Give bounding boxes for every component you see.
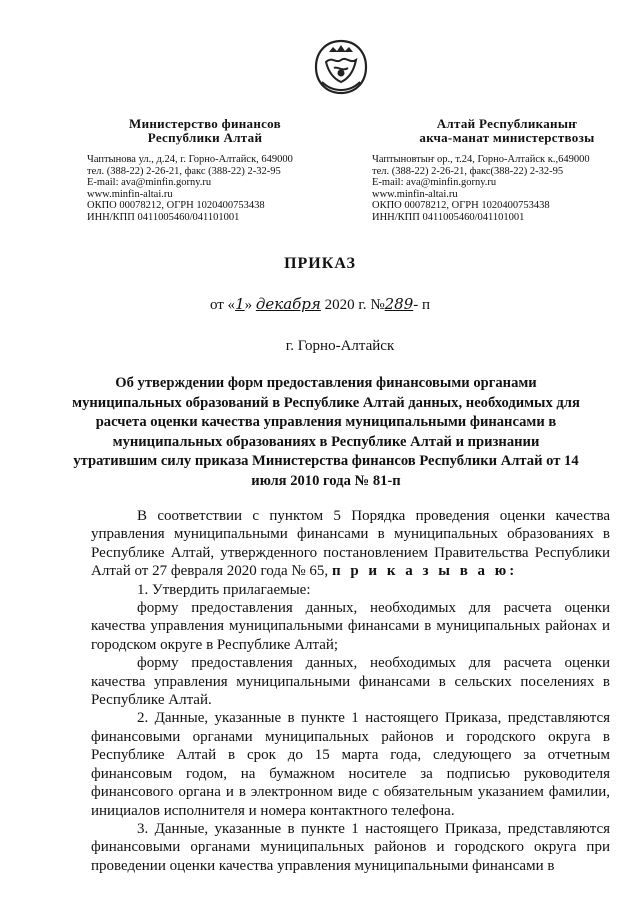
date-prefix: от « <box>209 297 236 313</box>
email-line: E-mail: ava@minfin.gorny.ru <box>372 177 497 189</box>
phone-line: тел. (388-22) 2-26-21, факс(388-22) 2-32-95 <box>372 165 564 177</box>
website-line: www.minfin-altai.ru <box>372 188 458 200</box>
ministry-name-alt <box>372 117 640 145</box>
ministry-name-ru-line1: Министерство финансов <box>129 116 281 131</box>
header-left <box>70 117 340 224</box>
order-number: 289 <box>384 295 414 313</box>
website-line: www.minfin-altai.ru <box>87 188 173 200</box>
paragraph-form-2: форму предоставления данных, необходимых для расчета оценки качества управления муниципальными финансами в сельских поселениях в Республике Алтай. <box>91 655 610 709</box>
inn-line: ИНН/КПП 0411005460/041101001 <box>87 211 240 223</box>
document-title: ПРИКАЗ <box>284 255 356 272</box>
header-right <box>372 117 640 224</box>
contact-block-alt <box>372 154 640 224</box>
paragraph-item-2: 2. Данные, указанные в пункте 1 настоящего Приказа, представляются финансовыми органами муниципальных районов и городского округа в Республике Алтай в срок до 15 марта года, следующего за отчетным финансовым годом, на бумажном носителе за подписью руководителя финансового органа и в электронном виде с обязательным указанием фамилии, инициалов исполнителя и номера контактного телефона. <box>91 710 610 819</box>
order-date-number <box>0 295 640 314</box>
ministry-name-alt-line1: Алтай Республиканыҥ <box>436 116 578 131</box>
number-suffix: - п <box>413 297 431 313</box>
city: г. Горно-Алтайск <box>285 338 395 354</box>
paragraph-form-1: форму предоставления данных, необходимых для расчета оценки качества управления муниципальными финансами в муниципальных районах и городском округе в Республике Алтай; <box>91 600 610 653</box>
order-word: п р и к а з ы в а ю: <box>331 563 518 580</box>
number-label: № <box>370 297 385 313</box>
date-day: 1 <box>235 295 245 313</box>
paragraph-item-3: 3. Данные, указанные в пункте 1 настоящего Приказа, представляются финансовыми органами муниципальных районов и городского округа при проведении оценки качества управления муниципальными финансами в <box>91 820 610 874</box>
email-line: E-mail: ava@minfin.gorny.ru <box>87 177 212 189</box>
inn-line: ИНН/КПП 0411005460/041101001 <box>372 211 525 223</box>
preamble-text: В соответствии с пунктом 5 Порядка проведения оценки качества управления муниципальными финансами в муниципальных образованиях в Республике Алтай, утвержденного постановлением Правительства Республики Алтай от 27 февраля 2020 года № 65, <box>91 508 610 580</box>
date-quote-close: » <box>244 297 253 313</box>
document-body <box>91 507 610 875</box>
okpo-line: ОКПО 00078212, ОГРН 1020400753438 <box>87 200 265 212</box>
address-line: Чаптыновтыҥ ор., т.24, Горно-Алтайск к.,649000 <box>372 154 590 165</box>
date-month: декабря <box>255 295 321 313</box>
contact-block-ru <box>87 154 340 224</box>
date-year: 2020 г. <box>324 297 367 313</box>
paragraph-item-1: 1. Утвердить прилагаемые: <box>137 581 311 598</box>
ministry-name-alt-line2: акча-манат министерствозы <box>419 130 595 145</box>
ministry-name-ru <box>70 117 340 145</box>
paragraph-preamble <box>91 507 610 581</box>
address-line: Чаптынова ул., д.24, г. Горно-Алтайск, 649000 <box>87 154 293 165</box>
okpo-line: ОКПО 00078212, ОГРН 1020400753438 <box>372 200 550 212</box>
ministry-name-ru-line2: Республики Алтай <box>147 130 263 145</box>
coat-of-arms-icon <box>312 38 370 96</box>
phone-line: тел. (388-22) 2-26-21, факс (388-22) 2-32-95 <box>87 165 281 177</box>
order-subject: Об утверждении форм предоставления финансовыми органами муниципальных образований в Республике Алтай данных, необходимых для расчета оценки качества управления муниципальными финансами в муниципальных образованиях в Республике Алтай и признании утратившим силу приказа Министерства финансов Республики Алтай от 14 июля 2010 года № 81-п <box>72 375 580 489</box>
